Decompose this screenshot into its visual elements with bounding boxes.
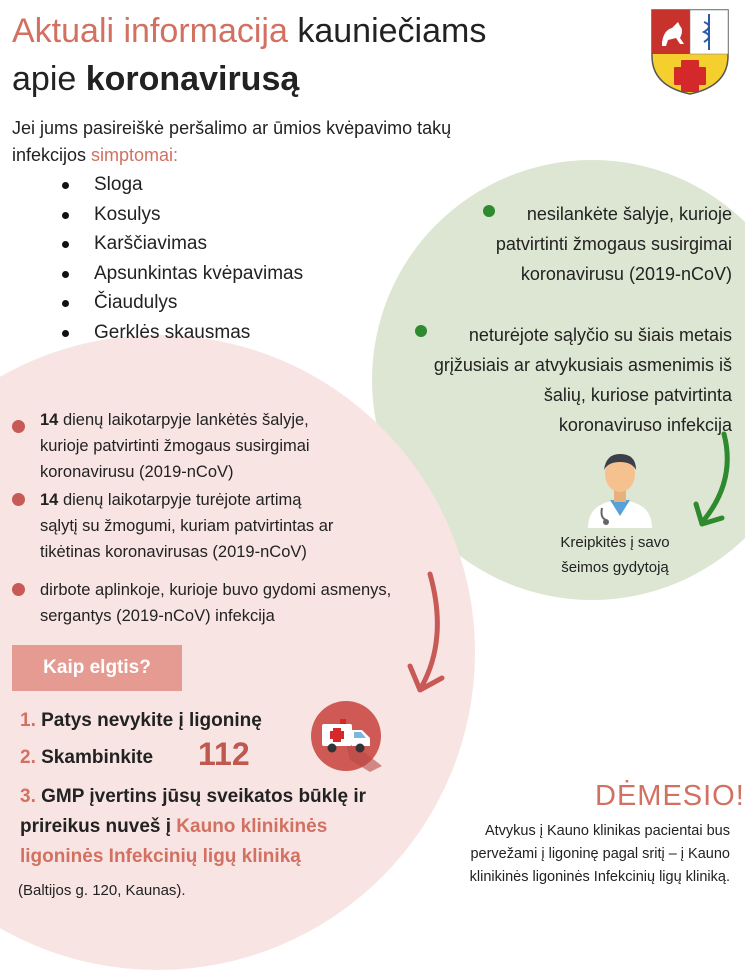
attention-text: Atvykus į Kauno klinikas pacientai bus pervežami į ligoninę pagal sritį – į Kauno klinikinės ligoninės Infekcinių ligų kliniką.: [469, 823, 730, 885]
page-subtitle: apie koronavirusą: [12, 60, 300, 98]
step-2: 2. Skambinkite: [20, 747, 154, 768]
emergency-phone-number: 112: [198, 736, 250, 772]
list-item: Čiaudulys: [60, 288, 303, 318]
how-to-act-label: Kaip elgtis?: [12, 645, 182, 691]
bullet-dot: [12, 583, 25, 596]
pink-condition-2: 14 dienų laikotarpyje turėjote artimą sąlytį su žmogumi, kuriam patvirtintas ar tikėtinas koronavirusas (2019-nCoV): [40, 491, 334, 561]
list-item: Apsunkintas kvėpavimas: [60, 259, 303, 289]
list-item: Kosulys: [60, 200, 303, 230]
symptoms-list: [60, 170, 303, 347]
doctor-label: Kreipkitės į savo šeimos gydytoją: [560, 534, 670, 576]
list-item: Gerklės skausmas: [60, 318, 303, 348]
pink-condition-3: dirbote aplinkoje, kurioje buvo gydomi asmenys, sergantys (2019-nCoV) infekcija: [40, 581, 392, 625]
page-title: Aktuali informacija kauniečiams: [12, 12, 487, 50]
doctor-icon: [580, 448, 660, 528]
address-text: (Baltijos g. 120, Kaunas).: [18, 882, 186, 899]
ambulance-icon: [310, 700, 382, 772]
green-condition-2: neturėjote sąlyčio su šiais metais grįžusiais ar atvykusiais asmenimis iš šalių, kuriose patvirtinta koronaviruso infekcija: [433, 325, 732, 435]
green-condition-1: nesilankėte šalyje, kurioje patvirtinti žmogaus susirgimai koronavirusu (2019-nCoV): [495, 204, 732, 284]
list-item: Sloga: [60, 170, 303, 200]
bullet-dot: [12, 493, 25, 506]
step-1: 1. Patys nevykite į ligoninę: [20, 710, 262, 731]
list-item: Karščiavimas: [60, 229, 303, 259]
step-3: 3. GMP įvertins jūsų sveikatos būklę ir prireikus nuveš į Kauno klinikinės ligoninės Infekcinių ligų kliniką: [20, 786, 367, 867]
bullet-dot: [12, 420, 25, 433]
pink-condition-1: 14 dienų laikotarpyje lankėtės šalyje, kurioje patvirtinti žmogaus susirgimai koronavirusu (2019-nCoV): [40, 411, 310, 481]
attention-title: DĖMESIO!: [595, 780, 745, 812]
coat-of-arms-icon: [650, 8, 730, 96]
red-arrow-icon: [400, 568, 455, 698]
intro-text: Jei jums pasireiškė peršalimo ar ūmios kvėpavimo takų infekcijos simptomai:: [12, 118, 452, 165]
green-arrow-icon: [690, 430, 740, 530]
